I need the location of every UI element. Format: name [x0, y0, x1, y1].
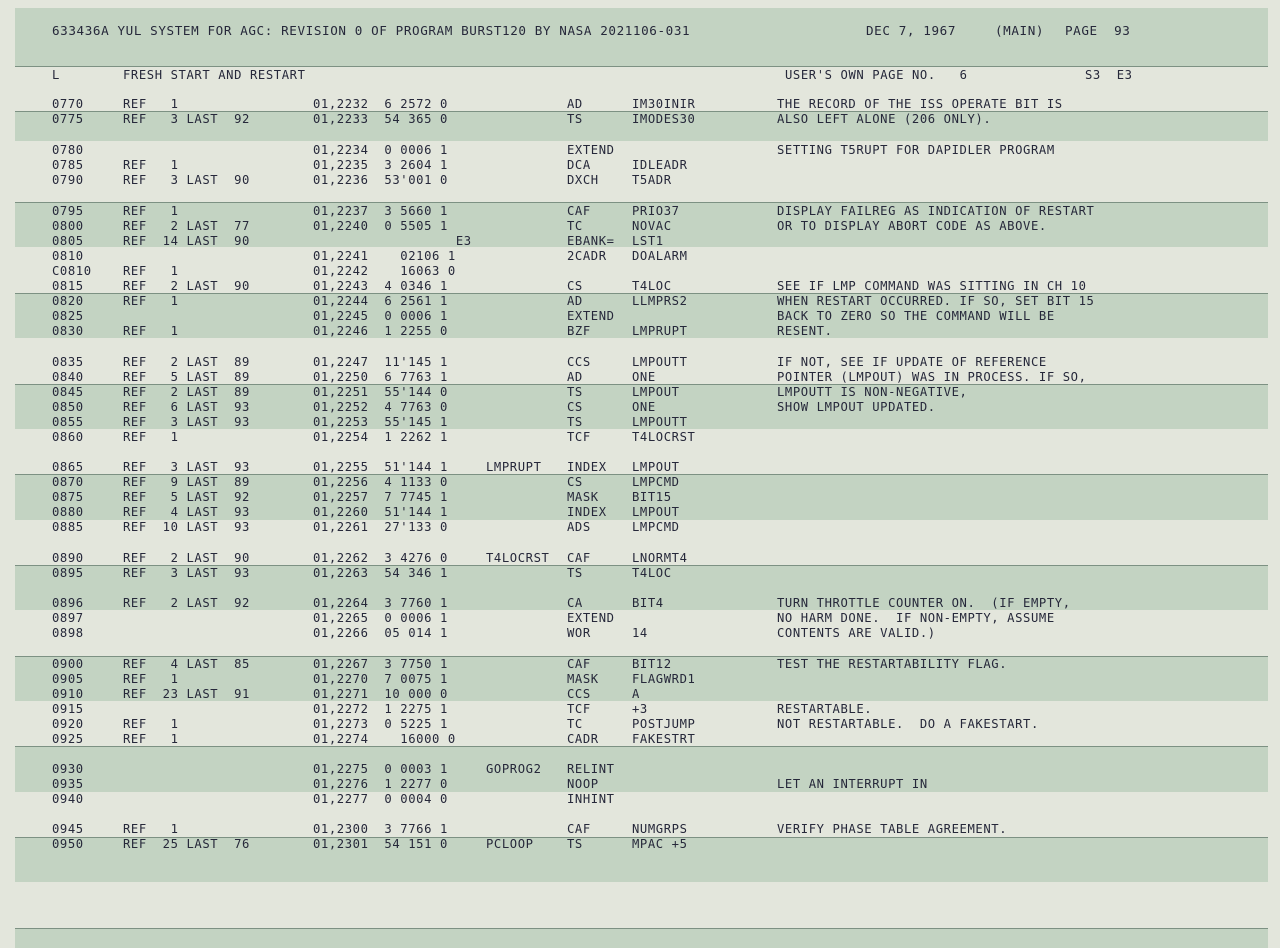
operand: T4LOCRST	[632, 430, 696, 444]
line-number: 0845	[52, 385, 84, 399]
reference-count: REF 3 LAST 92	[123, 112, 250, 126]
address-and-code: 01,2265 0 0006 1	[313, 611, 448, 625]
reference-count: REF 2 LAST 77	[123, 219, 250, 233]
line-number: 0900	[52, 657, 84, 671]
operand: LMPCMD	[632, 475, 680, 489]
line-number: C0810	[52, 264, 92, 278]
line-number: 0770	[52, 97, 84, 111]
reference-count: REF 1	[123, 672, 179, 686]
line-number: 0855	[52, 415, 84, 429]
opcode: TC	[567, 219, 583, 233]
operand: MPAC +5	[632, 837, 688, 851]
address-and-code: 01,2271 10 000 0	[313, 687, 448, 701]
line-number: 0895	[52, 566, 84, 580]
operand: IMODES30	[632, 112, 696, 126]
address-and-code: 01,2257 7 7745 1	[313, 490, 448, 504]
opcode: CADR	[567, 732, 599, 746]
comment: TEST THE RESTARTABILITY FLAG.	[777, 657, 1008, 671]
comment: CONTENTS ARE VALID.)	[777, 626, 936, 640]
opcode: TS	[567, 837, 583, 851]
reference-count: REF 3 LAST 90	[123, 173, 250, 187]
address-and-code: 01,2260 51'144 1	[313, 505, 448, 519]
symbol-label: T4LOCRST	[486, 551, 550, 565]
operand: ONE	[632, 370, 656, 384]
address-and-code: 01,2270 7 0075 1	[313, 672, 448, 686]
comment: ALSO LEFT ALONE (206 ONLY).	[777, 112, 992, 126]
line-number: 0898	[52, 626, 84, 640]
operand: LMPOUTT	[632, 415, 688, 429]
address-and-code: 01,2263 54 346 1	[313, 566, 448, 580]
opcode: CS	[567, 400, 583, 414]
address-and-code: 01,2261 27'133 0	[313, 520, 448, 534]
operand: LST1	[632, 234, 664, 248]
line-number: 0885	[52, 520, 84, 534]
line-number: 0915	[52, 702, 84, 716]
opcode: RELINT	[567, 762, 615, 776]
listing-segment: (MAIN)	[995, 23, 1045, 38]
address-and-code: 01,2232 6 2572 0	[313, 97, 448, 111]
opcode: EXTEND	[567, 143, 615, 157]
line-number: 0870	[52, 475, 84, 489]
operand: BIT4	[632, 596, 664, 610]
line-number: 0825	[52, 309, 84, 323]
line-number: 0840	[52, 370, 84, 384]
operand: NUMGRPS	[632, 822, 688, 836]
address-and-code: 01,2247 11'145 1	[313, 355, 448, 369]
opcode: TC	[567, 717, 583, 731]
opcode: EXTEND	[567, 309, 615, 323]
operand: T4LOC	[632, 566, 672, 580]
line-number: 0897	[52, 611, 84, 625]
operand: T4LOC	[632, 279, 672, 293]
ruled-line	[15, 928, 1268, 929]
comment: RESENT.	[777, 324, 833, 338]
reference-count: REF 3 LAST 93	[123, 460, 250, 474]
opcode: CAF	[567, 551, 591, 565]
operand: NOVAC	[632, 219, 672, 233]
opcode: 2CADR	[567, 249, 607, 263]
operand: LMPOUTT	[632, 355, 688, 369]
address-and-code: 01,2275 0 0003 1	[313, 762, 448, 776]
address-and-code: 01,2246 1 2255 0	[313, 324, 448, 338]
line-number: 0815	[52, 279, 84, 293]
address-and-code: 01,2301 54 151 0	[313, 837, 448, 851]
line-number: 0940	[52, 792, 84, 806]
address-and-code: 01,2251 55'144 0	[313, 385, 448, 399]
comment: SHOW LMPOUT UPDATED.	[777, 400, 936, 414]
page-number: PAGE 93	[1065, 23, 1131, 38]
comment: LMPOUTT IS NON-NEGATIVE,	[777, 385, 968, 399]
operand: BIT12	[632, 657, 672, 671]
address-and-code: 01,2255 51'144 1	[313, 460, 448, 474]
line-number: 0865	[52, 460, 84, 474]
opcode: CCS	[567, 355, 591, 369]
opcode: ADS	[567, 520, 591, 534]
operand: LNORMT4	[632, 551, 688, 565]
operand: A	[632, 687, 640, 701]
address-and-code: 01,2267 3 7750 1	[313, 657, 448, 671]
reference-count: REF 1	[123, 822, 179, 836]
line-number: 0805	[52, 234, 84, 248]
reference-count: REF 1	[123, 294, 179, 308]
operand: FAKESTRT	[632, 732, 696, 746]
address-and-code: 01,2264 3 7760 1	[313, 596, 448, 610]
green-bar	[15, 928, 1268, 948]
line-number: 0890	[52, 551, 84, 565]
reference-count: REF 2 LAST 90	[123, 551, 250, 565]
operand: LMPOUT	[632, 385, 680, 399]
address-and-code: 01,2244 6 2561 1	[313, 294, 448, 308]
reference-count: REF 2 LAST 89	[123, 385, 250, 399]
opcode: WOR	[567, 626, 591, 640]
address-and-code: 01,2252 4 7763 0	[313, 400, 448, 414]
comment: WHEN RESTART OCCURRED. IF SO, SET BIT 15	[777, 294, 1095, 308]
address-and-code: 01,2234 0 0006 1	[313, 143, 448, 157]
operand: +3	[632, 702, 648, 716]
opcode: TS	[567, 112, 583, 126]
opcode: TCF	[567, 430, 591, 444]
opcode: TS	[567, 385, 583, 399]
listing-header: 633436A YUL SYSTEM FOR AGC: REVISION 0 OF PROGRAM BURST120 BY NASA 2021106-031	[52, 23, 691, 38]
address-and-code: 01,2240 0 5505 1	[313, 219, 448, 233]
users-page-number: USER'S OWN PAGE NO. 6	[785, 68, 968, 82]
line-number: 0945	[52, 822, 84, 836]
listing-date: DEC 7, 1967	[866, 23, 957, 38]
comment: POINTER (LMPOUT) WAS IN PROCESS. IF SO,	[777, 370, 1087, 384]
comment: THE RECORD OF THE ISS OPERATE BIT IS	[777, 97, 1063, 111]
line-number: 0925	[52, 732, 84, 746]
operand: PRIO37	[632, 204, 680, 218]
opcode: MASK	[567, 672, 599, 686]
reference-count: REF 1	[123, 430, 179, 444]
line-number: 0835	[52, 355, 84, 369]
opcode: AD	[567, 97, 583, 111]
operand: LMPOUT	[632, 505, 680, 519]
reference-count: REF 9 LAST 89	[123, 475, 250, 489]
line-number: 0896	[52, 596, 84, 610]
reference-count: REF 10 LAST 93	[123, 520, 250, 534]
address-and-code: 01,2233 54 365 0	[313, 112, 448, 126]
address-and-code: 01,2254 1 2262 1	[313, 430, 448, 444]
reference-count: REF 1	[123, 158, 179, 172]
line-number: 0800	[52, 219, 84, 233]
opcode: CAF	[567, 822, 591, 836]
reference-count: REF 23 LAST 91	[123, 687, 250, 701]
comment: TURN THROTTLE COUNTER ON. (IF EMPTY,	[777, 596, 1071, 610]
opcode: TS	[567, 415, 583, 429]
reference-count: REF 5 LAST 89	[123, 370, 250, 384]
operand: 14	[632, 626, 648, 640]
address-and-code: 01,2253 55'145 1	[313, 415, 448, 429]
reference-count: REF 1	[123, 97, 179, 111]
comment: LET AN INTERRUPT IN	[777, 777, 928, 791]
address-and-code: 01,2243 4 0346 1	[313, 279, 448, 293]
reference-count: REF 2 LAST 90	[123, 279, 250, 293]
reference-count: REF 2 LAST 89	[123, 355, 250, 369]
opcode: CAF	[567, 204, 591, 218]
opcode: CS	[567, 279, 583, 293]
address-and-code: 01,2241 02106 1	[313, 249, 456, 263]
ruled-line	[15, 66, 1268, 67]
opcode: CAF	[567, 657, 591, 671]
line-number: 0910	[52, 687, 84, 701]
opcode: AD	[567, 294, 583, 308]
comment: NOT RESTARTABLE. DO A FAKESTART.	[777, 717, 1039, 731]
comment: NO HARM DONE. IF NON-EMPTY, ASSUME	[777, 611, 1055, 625]
opcode: EXTEND	[567, 611, 615, 625]
address-and-code: 01,2245 0 0006 1	[313, 309, 448, 323]
reference-count: REF 6 LAST 93	[123, 400, 250, 414]
address-and-code: 01,2262 3 4276 0	[313, 551, 448, 565]
operand: T5ADR	[632, 173, 672, 187]
operand: DOALARM	[632, 249, 688, 263]
line-number: 0935	[52, 777, 84, 791]
line-number: 0930	[52, 762, 84, 776]
line-number: 0830	[52, 324, 84, 338]
address-and-code: 01,2274 16000 0	[313, 732, 456, 746]
address-and-code: 01,2236 53'001 0	[313, 173, 448, 187]
opcode: BZF	[567, 324, 591, 338]
ruled-line	[15, 746, 1268, 747]
line-number: 0860	[52, 430, 84, 444]
opcode: MASK	[567, 490, 599, 504]
line-number: 0920	[52, 717, 84, 731]
line-number: 0795	[52, 204, 84, 218]
reference-count: REF 1	[123, 264, 179, 278]
address-and-code: 01,2266 05 014 1	[313, 626, 448, 640]
reference-count: REF 3 LAST 93	[123, 566, 250, 580]
address-and-code: 01,2237 3 5660 1	[313, 204, 448, 218]
comment: DISPLAY FAILREG AS INDICATION OF RESTART	[777, 204, 1095, 218]
reference-count: REF 3 LAST 93	[123, 415, 250, 429]
section-title: FRESH START AND RESTART	[123, 68, 306, 82]
line-number: 0820	[52, 294, 84, 308]
line-number: 0790	[52, 173, 84, 187]
line-number: 0875	[52, 490, 84, 504]
comment: VERIFY PHASE TABLE AGREEMENT.	[777, 822, 1008, 836]
line-number: 0905	[52, 672, 84, 686]
symbol-label: PCLOOP	[486, 837, 534, 851]
comment: BACK TO ZERO SO THE COMMAND WILL BE	[777, 309, 1055, 323]
opcode: CCS	[567, 687, 591, 701]
address-and-code: E3	[313, 234, 472, 248]
address-and-code: 01,2256 4 1133 0	[313, 475, 448, 489]
opcode: AD	[567, 370, 583, 384]
address-and-code: 01,2300 3 7766 1	[313, 822, 448, 836]
reference-count: REF 14 LAST 90	[123, 234, 250, 248]
line-number: 0775	[52, 112, 84, 126]
comment: SEE IF LMP COMMAND WAS SITTING IN CH 10	[777, 279, 1087, 293]
address-and-code: 01,2242 16063 0	[313, 264, 456, 278]
opcode: INDEX	[567, 505, 607, 519]
operand: FLAGWRD1	[632, 672, 696, 686]
operand: IDLEADR	[632, 158, 688, 172]
operand: ONE	[632, 400, 656, 414]
line-number: 0785	[52, 158, 84, 172]
opcode: TS	[567, 566, 583, 580]
symbol-label: LMPRUPT	[486, 460, 542, 474]
comment: OR TO DISPLAY ABORT CODE AS ABOVE.	[777, 219, 1047, 233]
opcode: NOOP	[567, 777, 599, 791]
line-number: 0880	[52, 505, 84, 519]
log-mark: L	[52, 68, 60, 82]
reference-count: REF 5 LAST 92	[123, 490, 250, 504]
page-codes: S3 E3	[1085, 68, 1133, 82]
line-number: 0950	[52, 837, 84, 851]
reference-count: REF 1	[123, 204, 179, 218]
reference-count: REF 1	[123, 324, 179, 338]
operand: LMPRUPT	[632, 324, 688, 338]
operand: POSTJUMP	[632, 717, 696, 731]
opcode: INHINT	[567, 792, 615, 806]
reference-count: REF 25 LAST 76	[123, 837, 250, 851]
reference-count: REF 4 LAST 93	[123, 505, 250, 519]
line-number: 0810	[52, 249, 84, 263]
operand: LMPOUT	[632, 460, 680, 474]
opcode: DXCH	[567, 173, 599, 187]
opcode: DCA	[567, 158, 591, 172]
operand: LLMPRS2	[632, 294, 688, 308]
reference-count: REF 1	[123, 732, 179, 746]
symbol-label: GOPROG2	[486, 762, 542, 776]
reference-count: REF 2 LAST 92	[123, 596, 250, 610]
address-and-code: 01,2250 6 7763 1	[313, 370, 448, 384]
address-and-code: 01,2235 3 2604 1	[313, 158, 448, 172]
opcode: TCF	[567, 702, 591, 716]
operand: IM30INIR	[632, 97, 696, 111]
opcode: CA	[567, 596, 583, 610]
opcode: EBANK=	[567, 234, 615, 248]
comment: RESTARTABLE.	[777, 702, 873, 716]
reference-count: REF 1	[123, 717, 179, 731]
operand: LMPCMD	[632, 520, 680, 534]
opcode: INDEX	[567, 460, 607, 474]
ruled-line	[15, 202, 1268, 203]
address-and-code: 01,2272 1 2275 1	[313, 702, 448, 716]
comment: IF NOT, SEE IF UPDATE OF REFERENCE	[777, 355, 1047, 369]
green-bar	[15, 746, 1268, 792]
address-and-code: 01,2273 0 5225 1	[313, 717, 448, 731]
address-and-code: 01,2277 0 0004 0	[313, 792, 448, 806]
comment: SETTING T5RUPT FOR DAPIDLER PROGRAM	[777, 143, 1055, 157]
line-number: 0780	[52, 143, 84, 157]
operand: BIT15	[632, 490, 672, 504]
opcode: CS	[567, 475, 583, 489]
address-and-code: 01,2276 1 2277 0	[313, 777, 448, 791]
line-number: 0850	[52, 400, 84, 414]
reference-count: REF 4 LAST 85	[123, 657, 250, 671]
